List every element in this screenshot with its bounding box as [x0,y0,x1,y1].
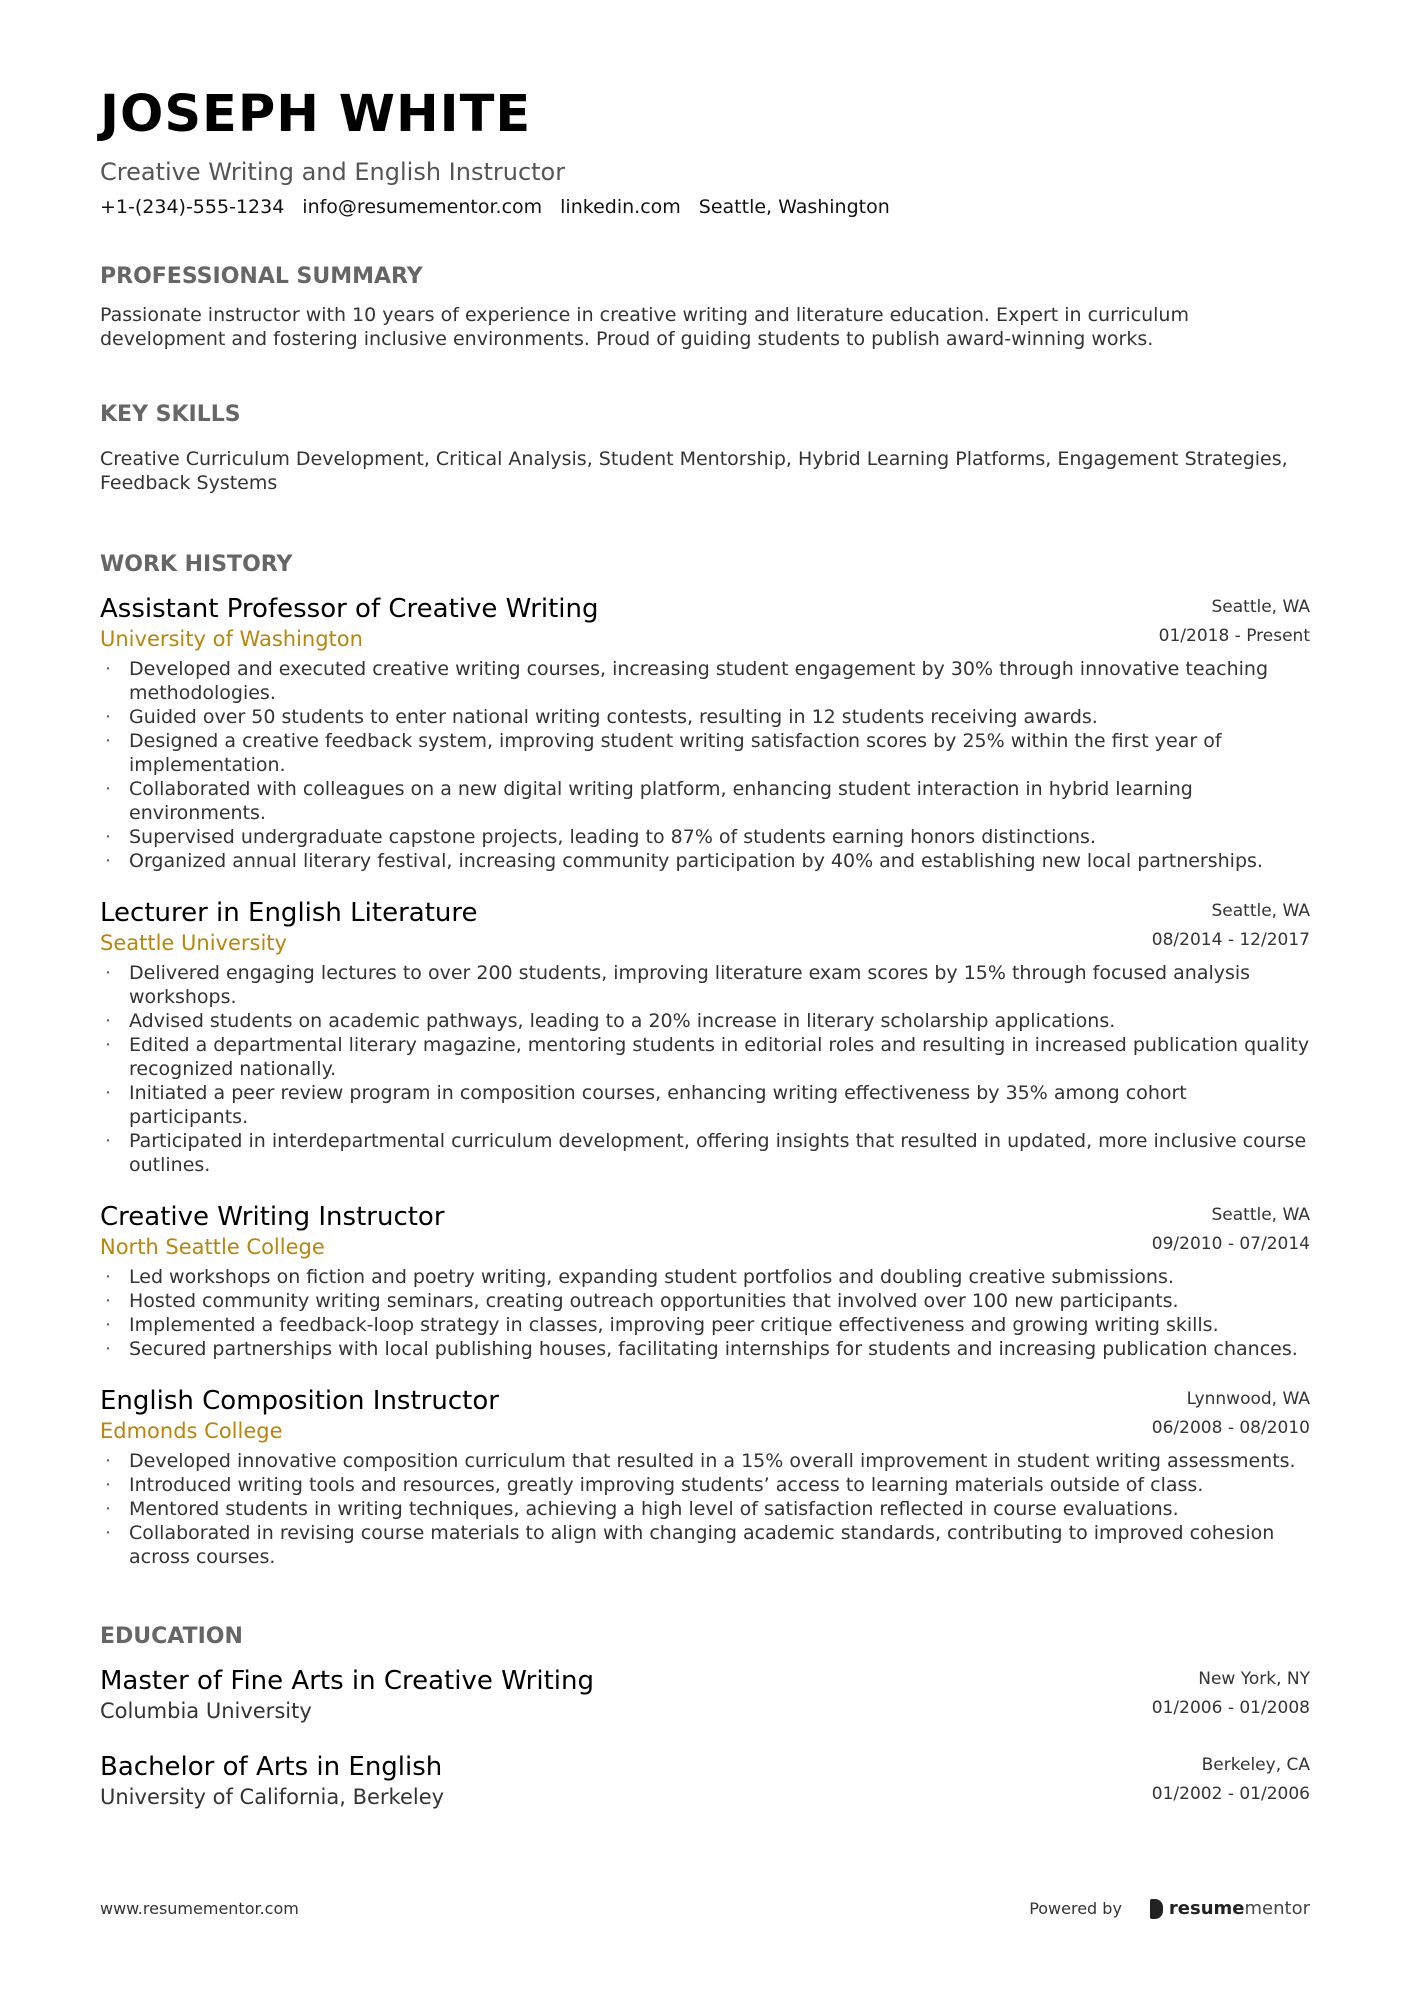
job-bullet: · Initiated a peer review program in composition courses, enhancing writing effectiveness by 35% among cohort participants. [100,1081,1310,1129]
job-location: Lynnwood, WA [1186,1389,1310,1409]
job-entry [100,593,1310,873]
job-bullet: · Developed innovative composition curriculum that resulted in a 15% overall improvement in student writing assessments. [100,1449,1310,1473]
summary-text: Passionate instructor with 10 years of experience in creative writing and literature education. Expert in curriculum development and fostering inclusive environments. Proud of guiding students to publish award-winning works. [100,304,1189,350]
job-bullet: · Introduced writing tools and resources, greatly improving students’ access to learning materials outside of class. [100,1473,1310,1497]
section-title-education: EDUCATION [100,1624,243,1649]
job-organization: North Seattle College [100,1235,325,1259]
job-bullets [100,1265,1310,1361]
job-bullet: · Advised students on academic pathways, leading to a 20% increase in literary scholarship applications. [100,1009,1310,1033]
job-title: Assistant Professor of Creative Writing [100,594,599,624]
job-location: Seattle, WA [1211,901,1310,921]
job-entry [100,1201,1310,1361]
job-location: Seattle, WA [1211,1205,1310,1225]
page-footer [100,1898,1310,1919]
job-header [100,897,1310,957]
skills-section [100,401,1310,495]
job-dates: 09/2010 - 07/2014 [1151,1234,1310,1254]
education-location: Berkeley, CA [1201,1755,1310,1775]
job-entry [100,1385,1310,1569]
work-section [100,551,1310,1569]
job-bullet: · Implemented a feedback-loop strategy in classes, improving peer critique effectiveness and growing writing skills. [100,1313,1310,1337]
resumementor-logo[interactable] [1150,1898,1310,1919]
education-school: University of California, Berkeley [100,1785,445,1809]
job-bullet: · Organized annual literary festival, increasing community participation by 40% and establishing new local partnerships. [100,849,1310,873]
footer-website-link[interactable]: www.resumementor.com [100,1899,299,1918]
education-dates: 01/2006 - 01/2008 [1151,1698,1310,1718]
job-bullet: · Guided over 50 students to enter national writing contests, resulting in 12 students receiving awards. [100,705,1310,729]
contact-location: Seattle, Washington [698,196,890,218]
job-bullet: · Edited a departmental literary magazine, mentoring students in editorial roles and resulting in increased publication quality recognized nationally. [100,1033,1310,1081]
contact-email: info@resumementor.com [302,196,543,218]
education-entry [100,1665,1310,1725]
section-title-work: WORK HISTORY [100,552,293,577]
footer-brand [1029,1898,1310,1919]
job-header [100,1385,1310,1445]
logo-text-light: mentor [1244,1898,1310,1919]
education-section [100,1623,1310,1811]
job-dates: 06/2008 - 08/2010 [1151,1418,1310,1438]
section-title-summary: PROFESSIONAL SUMMARY [100,264,423,289]
job-bullet: · Mentored students in writing techniques, achieving a high level of satisfaction reflected in course evaluations. [100,1497,1310,1521]
candidate-name: JOSEPH WHITE [100,85,532,144]
contact-phone: +1-(234)-555-1234 [100,196,285,218]
education-degree: Master of Fine Arts in Creative Writing [100,1666,594,1696]
job-dates: 01/2018 - Present [1158,626,1310,646]
logo-text-bold: resume [1168,1898,1245,1919]
education-degree: Bachelor of Arts in English [100,1752,443,1782]
job-location: Seattle, WA [1211,597,1310,617]
job-bullet: · Hosted community writing seminars, creating outreach opportunities that involved over 100 new participants. [100,1289,1310,1313]
job-bullet: · Secured partnerships with local publishing houses, facilitating internships for students and increasing publication chances. [100,1337,1310,1361]
contact-linkedin: linkedin.com [560,196,681,218]
powered-by-label: Powered by [1029,1899,1122,1918]
skills-text: Creative Curriculum Development, Critical Analysis, Student Mentorship, Hybrid Learning Platforms, Engagement Strategies, Feedback Systems [100,448,1288,494]
job-organization: Edmonds College [100,1419,283,1443]
job-bullet: · Led workshops on fiction and poetry writing, expanding student portfolios and doubling creative submissions. [100,1265,1310,1289]
job-bullet: · Collaborated with colleagues on a new digital writing platform, enhancing student interaction in hybrid learning environments. [100,777,1310,825]
job-bullet: · Delivered engaging lectures to over 200 students, improving literature exam scores by 15% through focused analysis workshops. [100,961,1310,1009]
job-header [100,593,1310,653]
job-dates: 08/2014 - 12/2017 [1151,930,1310,950]
education-school: Columbia University [100,1699,312,1723]
job-title: English Composition Instructor [100,1386,499,1416]
job-bullets [100,961,1310,1177]
job-organization: Seattle University [100,931,287,955]
job-title: Creative Writing Instructor [100,1202,445,1232]
job-title: Lecturer in English Literature [100,898,478,928]
job-bullet: · Designed a creative feedback system, improving student writing satisfaction scores by 25% within the first year of implementation. [100,729,1310,777]
education-location: New York, NY [1198,1669,1310,1689]
job-entry [100,897,1310,1177]
job-organization: University of Washington [100,627,363,651]
job-bullet: · Collaborated in revising course materials to align with changing academic standards, contributing to improved cohesion across courses. [100,1521,1310,1569]
job-bullet: · Developed and executed creative writing courses, increasing student engagement by 30% through innovative teaching methodologies. [100,657,1310,705]
job-bullet: · Participated in interdepartmental curriculum development, offering insights that resulted in updated, more inclusive course outlines. [100,1129,1310,1177]
section-title-skills: KEY SKILLS [100,402,241,427]
job-bullets [100,1449,1310,1569]
resume-content [100,85,1310,1811]
resumementor-logo-icon [1150,1899,1163,1919]
job-header [100,1201,1310,1261]
job-bullet: · Supervised undergraduate capstone projects, leading to 87% of students earning honors distinctions. [100,825,1310,849]
education-entry [100,1751,1310,1811]
candidate-role: Creative Writing and English Instructor [100,158,566,186]
contact-line [100,195,1310,219]
summary-section [100,263,1310,351]
job-bullets [100,657,1310,873]
education-dates: 01/2002 - 01/2006 [1151,1784,1310,1804]
